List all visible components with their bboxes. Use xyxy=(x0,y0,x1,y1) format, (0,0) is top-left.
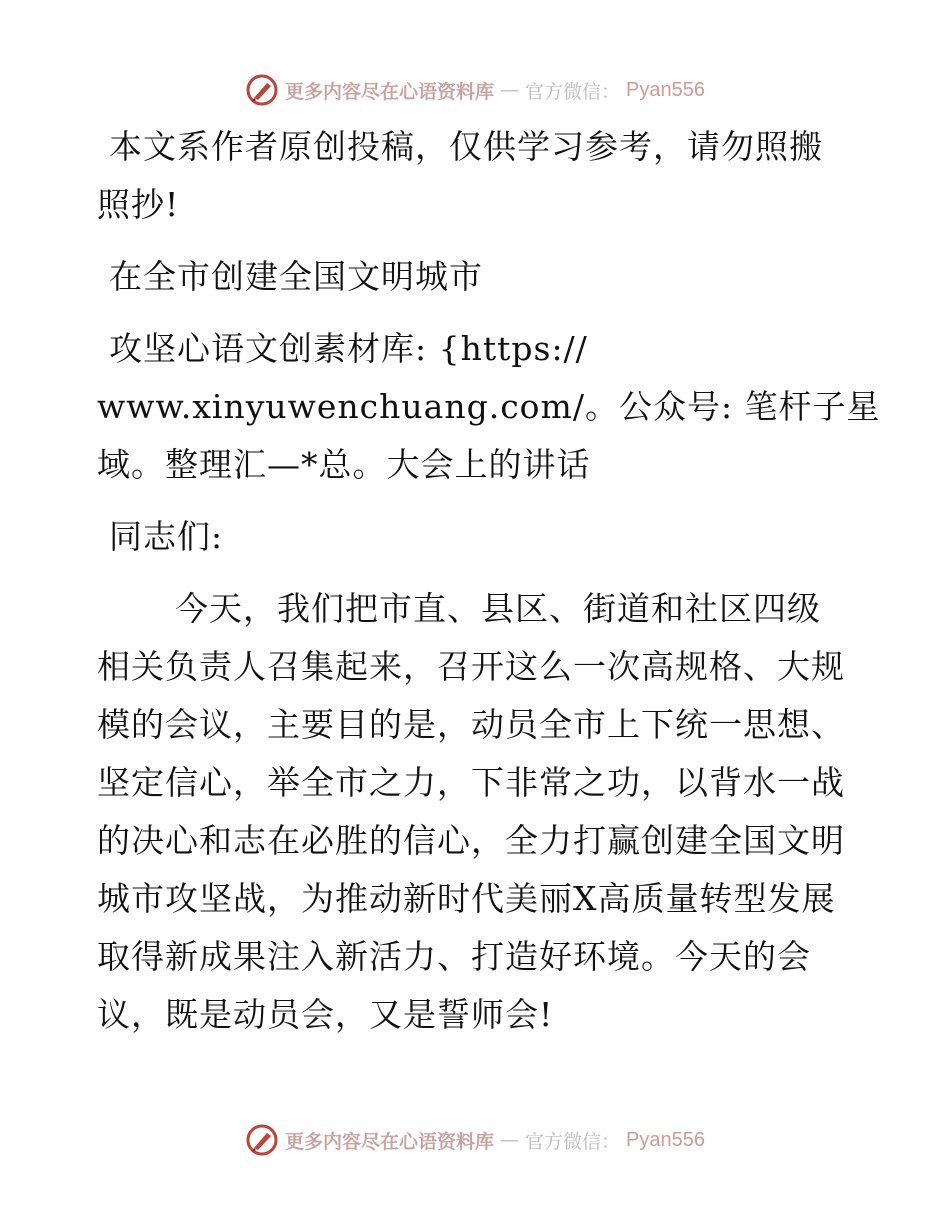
pen-logo-icon xyxy=(245,1123,279,1157)
paragraph-line: 坚定信心，举全市之力，下非常之功，以背水一战 xyxy=(97,763,845,802)
title-line-3: 域。整理汇—*总。大会上的讲话 xyxy=(97,445,591,484)
footer-watermark xyxy=(0,1120,950,1160)
notice-line-2: 照抄! xyxy=(97,185,180,224)
salutation: 同志们: xyxy=(109,517,224,556)
paragraph-line: 取得新成果注入新活力、打造好环境。今天的会 xyxy=(97,937,811,976)
paragraph-line: 模的会议，主要目的是，动员全市上下统一思想、 xyxy=(97,705,845,744)
paragraph-line: 相关负责人召集起来，召开这么一次高规格、大规 xyxy=(97,647,845,686)
watermark-text: 更多内容尽在心语资料库 xyxy=(285,80,495,103)
pen-logo-icon xyxy=(245,73,279,107)
watermark-wechat-label: 官方微信： xyxy=(525,80,621,103)
paragraph-line: 的决心和志在必胜的信心，全力打赢创建全国文明 xyxy=(97,821,845,860)
title-line-1: 攻坚心语文创素材库: {https:// xyxy=(109,329,588,368)
document-body xyxy=(97,118,881,1044)
speech-title: 在全市创建全国文明城市 xyxy=(109,257,483,296)
watermark-dash: — xyxy=(500,79,520,101)
title-line-2: www.xinyuwenchuang.com/。公众号: 笔杆子星 xyxy=(97,387,881,426)
header-watermark xyxy=(0,70,950,110)
paragraph-line: 议，既是动员会，又是誓师会! xyxy=(97,995,554,1034)
paragraph-line: 城市攻坚战，为推动新时代美丽X高质量转型发展 xyxy=(97,879,836,918)
watermark-wechat-label: 官方微信： xyxy=(525,1130,621,1153)
paragraph-line: 今天，我们把市直、县区、街道和社区四级 xyxy=(175,589,821,628)
watermark-text: 更多内容尽在心语资料库 xyxy=(285,1130,495,1153)
watermark-wechat-id: Pyan556 xyxy=(626,78,705,101)
watermark-dash: — xyxy=(500,1129,520,1151)
watermark-wechat-id: Pyan556 xyxy=(626,1128,705,1151)
notice-line-1: 本文系作者原创投稿，仅供学习参考，请勿照搬 xyxy=(109,127,823,166)
